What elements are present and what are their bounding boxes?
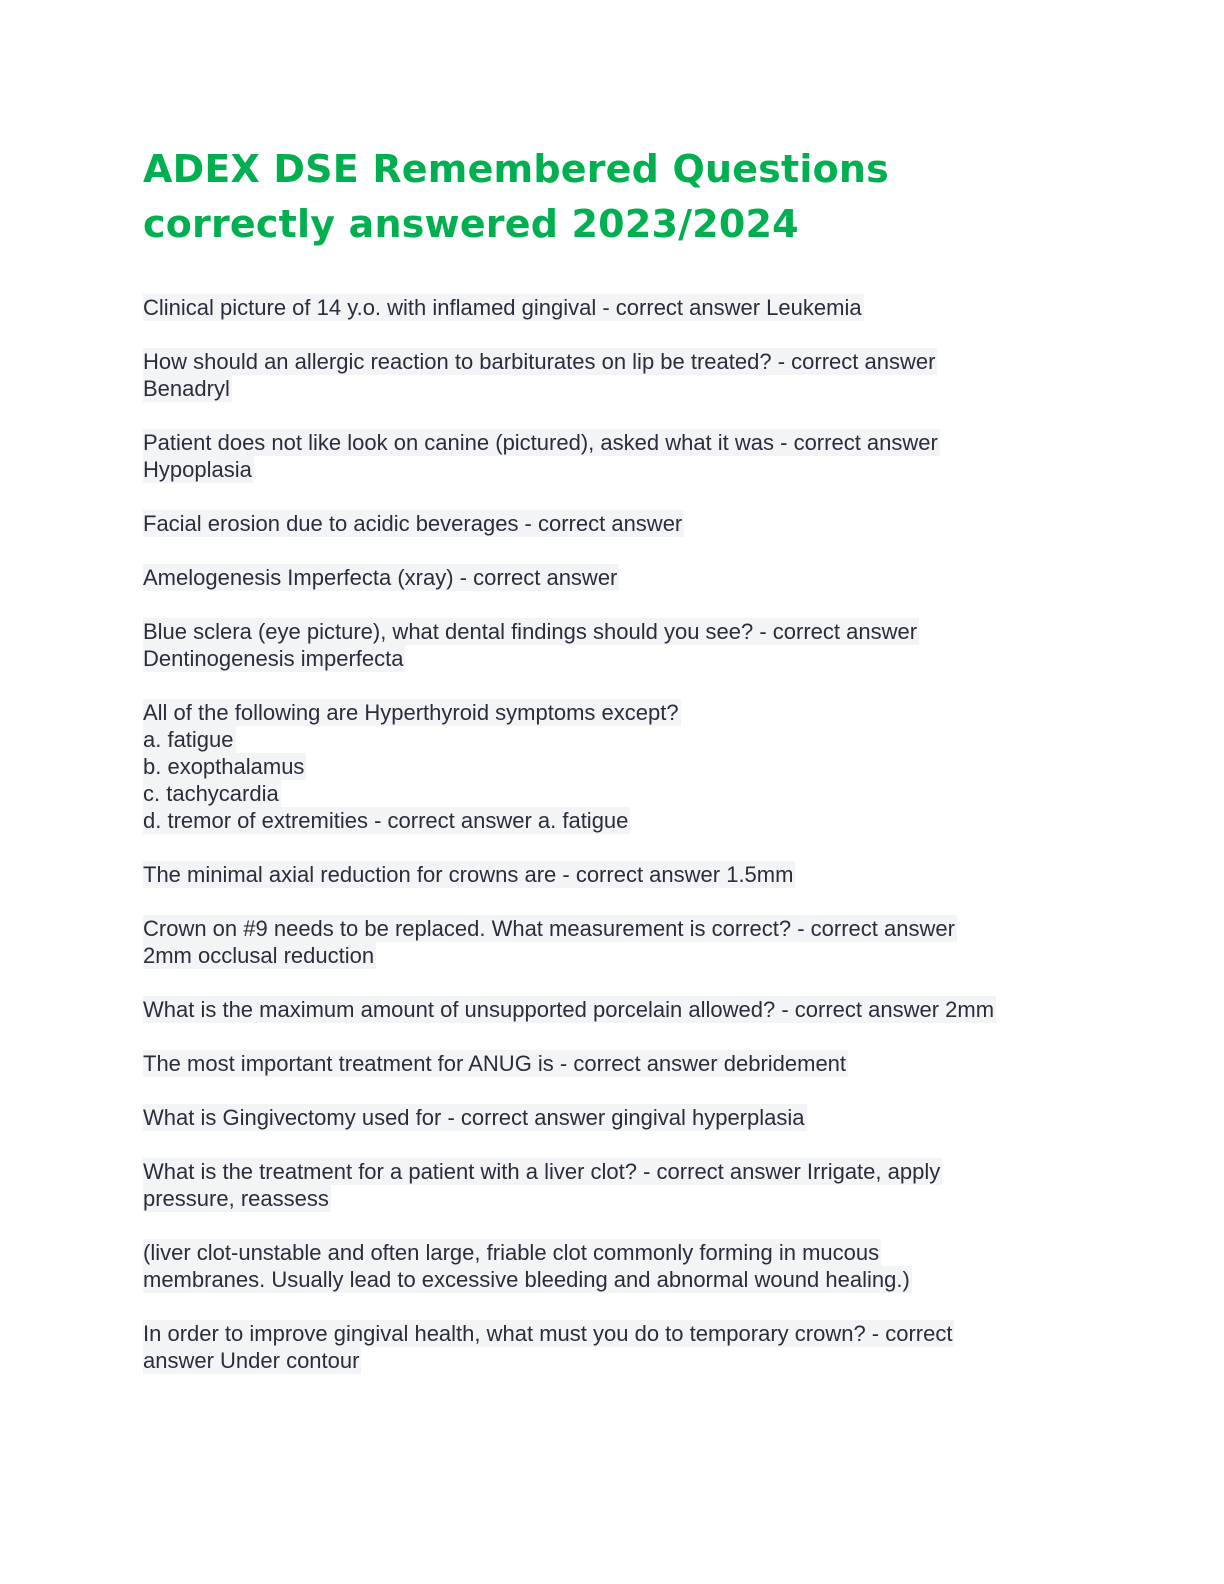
- question-text-line: b. exopthalamus: [143, 754, 305, 779]
- question-item: [143, 1104, 1103, 1131]
- question-text-line: Crown on #9 needs to be replaced. What measurement is correct? - correct answer: [143, 916, 955, 941]
- title-line: ADEX DSE Remembered Questions: [143, 147, 889, 191]
- question-text-line: What is the treatment for a patient with a liver clot? - correct answer Irrigate, apply: [143, 1159, 941, 1184]
- question-text-line: The minimal axial reduction for crowns are - correct answer 1.5mm: [143, 862, 794, 887]
- question-item: [143, 1050, 1103, 1077]
- question-text-line: The most important treatment for ANUG is - correct answer debridement: [143, 1051, 847, 1076]
- question-text-line: All of the following are Hyperthyroid symptoms except?: [143, 700, 679, 725]
- question-text-line: pressure, reassess: [143, 1186, 329, 1211]
- question-item: [143, 564, 1103, 591]
- question-text-line: Facial erosion due to acidic beverages - correct answer: [143, 511, 683, 536]
- question-item: [143, 1239, 1103, 1293]
- question-text-line: What is Gingivectomy used for - correct answer gingival hyperplasia: [143, 1105, 805, 1130]
- question-item: [143, 348, 1103, 402]
- question-text-line: Patient does not like look on canine (pictured), asked what it was - correct answer: [143, 430, 938, 455]
- question-text-line: Hypoplasia: [143, 457, 252, 482]
- document-title: [143, 142, 1103, 252]
- question-text-line: c. tachycardia: [143, 781, 279, 806]
- question-item: [143, 429, 1103, 483]
- question-text-line: In order to improve gingival health, what must you do to temporary crown? - correct: [143, 1321, 953, 1346]
- question-item: [143, 915, 1103, 969]
- question-item: [143, 996, 1103, 1023]
- question-item: [143, 1320, 1103, 1374]
- question-text-line: Clinical picture of 14 y.o. with inflamed gingival - correct answer Leukemia: [143, 295, 862, 320]
- document-page: [143, 142, 1103, 1401]
- question-text-line: Amelogenesis Imperfecta (xray) - correct answer: [143, 565, 618, 590]
- question-text-line: membranes. Usually lead to excessive bleeding and abnormal wound healing.): [143, 1267, 910, 1292]
- question-item: [143, 618, 1103, 672]
- question-text-line: (liver clot-unstable and often large, friable clot commonly forming in mucous: [143, 1240, 880, 1265]
- question-item: [143, 294, 1103, 321]
- title-line: correctly answered 2023/2024: [143, 202, 799, 246]
- question-text-line: Benadryl: [143, 376, 230, 401]
- question-text-line: d. tremor of extremities - correct answer a. fatigue: [143, 808, 629, 833]
- question-item: [143, 510, 1103, 537]
- question-text-line: a. fatigue: [143, 727, 234, 752]
- question-text-line: What is the maximum amount of unsupported porcelain allowed? - correct answer 2mm: [143, 997, 995, 1022]
- question-item: [143, 1158, 1103, 1212]
- question-text-line: How should an allergic reaction to barbiturates on lip be treated? - correct answer: [143, 349, 936, 374]
- question-text-line: answer Under contour: [143, 1348, 360, 1373]
- question-text-line: Blue sclera (eye picture), what dental findings should you see? - correct answer: [143, 619, 918, 644]
- question-text-line: Dentinogenesis imperfecta: [143, 646, 404, 671]
- question-item: [143, 699, 1103, 834]
- question-list: [143, 294, 1103, 1374]
- question-item: [143, 861, 1103, 888]
- question-text-line: 2mm occlusal reduction: [143, 943, 375, 968]
